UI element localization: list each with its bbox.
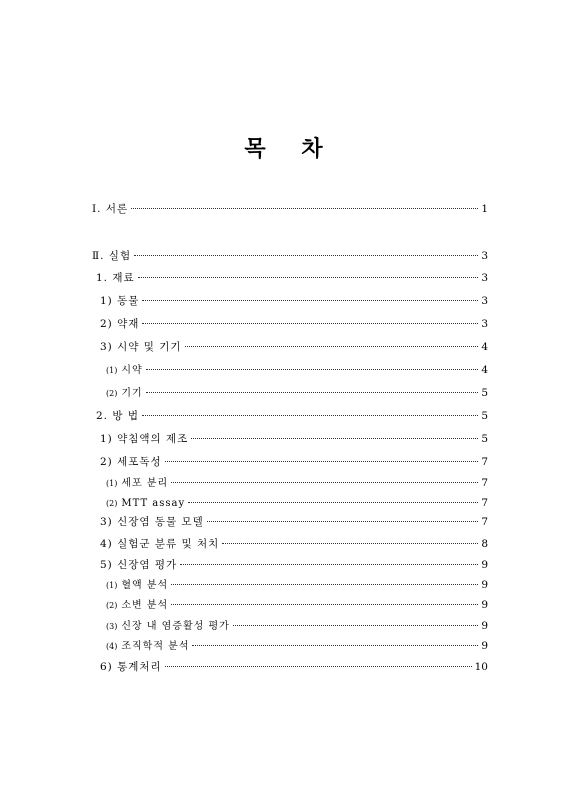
toc-entry-page: 5 <box>481 433 488 445</box>
toc-entry-page: 5 <box>481 410 488 422</box>
toc-entry <box>0 578 567 593</box>
toc-entry <box>0 340 567 354</box>
toc-leader-dots <box>171 604 478 605</box>
toc-leader-dots <box>185 346 479 347</box>
toc-entry-text: 조직학적 분석 <box>121 641 190 652</box>
toc-entry-number: (4) <box>106 642 118 651</box>
toc-entry <box>0 432 567 446</box>
toc-entry-page: 3 <box>481 318 488 330</box>
toc-entry-label: Ⅱ. 실험 <box>92 250 132 262</box>
toc-entry <box>0 317 567 331</box>
toc-leader-dots <box>188 502 478 503</box>
toc-entry-page: 8 <box>481 538 488 550</box>
toc-entry-label: 5) 신장염 평가 <box>100 559 178 571</box>
toc-entry-text: 신장 내 염증활성 평가 <box>121 621 230 632</box>
toc-entry <box>0 496 567 511</box>
toc-entry-label: 1) 약침액의 제조 <box>100 433 189 445</box>
toc-entry-page: 9 <box>481 599 488 611</box>
toc-leader-dots <box>191 438 478 439</box>
toc-entry-page: 4 <box>481 364 488 376</box>
toc-entry-label <box>106 640 189 654</box>
toc-entry-label <box>106 620 230 634</box>
toc-entry <box>0 202 567 216</box>
toc-entry-text: MTT assay <box>121 498 186 509</box>
toc-entry-text: 기기 <box>121 388 143 399</box>
toc-leader-dots <box>192 645 478 646</box>
toc-entry-page: 1 <box>481 203 488 215</box>
page-title: 목 차 <box>244 136 337 162</box>
toc-entry <box>0 386 567 401</box>
toc-leader-dots <box>138 277 479 278</box>
toc-entry-label <box>106 387 143 401</box>
toc-entry-page: 9 <box>481 579 488 591</box>
toc-leader-dots <box>222 543 478 544</box>
toc-leader-dots <box>146 392 479 393</box>
toc-entry <box>0 639 567 654</box>
toc-entry-label: 2. 방 법 <box>96 410 139 422</box>
toc-entry-text: 소변 분석 <box>121 600 169 611</box>
toc-entry-page: 4 <box>481 341 488 353</box>
toc-entry-text: 혈액 분석 <box>121 580 169 591</box>
toc-entry-label: 6) 통계처리 <box>100 661 162 673</box>
toc-entry <box>0 515 567 529</box>
toc-leader-dots <box>146 369 479 370</box>
toc-entry-label: 1) 동물 <box>100 295 140 307</box>
toc-leader-dots <box>142 323 478 324</box>
toc-entry-page: 7 <box>481 497 488 509</box>
toc-leader-dots <box>233 625 478 626</box>
toc-entry-label: 2) 약재 <box>100 318 140 330</box>
toc-entry <box>0 598 567 613</box>
toc-entry-number: (1) <box>106 366 118 375</box>
toc-entry-page: 10 <box>474 661 488 673</box>
toc-entry-page: 7 <box>481 516 488 528</box>
toc-entry-page: 9 <box>481 559 488 571</box>
toc-entry-label: 3) 시약 및 기기 <box>100 341 182 353</box>
toc-entry-label: 3) 신장염 동물 모델 <box>100 516 204 528</box>
toc-entry-text: 세포 분리 <box>121 478 169 489</box>
toc-entry-label: 4) 실험군 분류 및 처치 <box>100 538 220 550</box>
toc-entry-page: 7 <box>481 456 488 468</box>
toc-entry-label <box>106 579 168 593</box>
toc-entry-number: (1) <box>106 581 118 590</box>
toc-entry-label <box>106 364 143 378</box>
toc-leader-dots <box>165 666 472 667</box>
toc-leader-dots <box>142 415 478 416</box>
toc-entry-number: (2) <box>106 601 118 610</box>
toc-entry-page: 3 <box>481 295 488 307</box>
toc-entry-page: 3 <box>481 250 488 262</box>
toc-entry-label: 1. 재료 <box>96 272 135 284</box>
toc-entry <box>0 619 567 634</box>
toc-entry-label: 2) 세포독성 <box>100 456 162 468</box>
toc-entry-label <box>106 599 168 613</box>
toc-entry-label <box>106 477 168 491</box>
toc-entry <box>0 363 567 378</box>
toc-entry <box>0 249 567 263</box>
toc-entry <box>0 455 567 469</box>
toc-entry-page: 9 <box>481 640 488 652</box>
toc-leader-dots <box>207 521 479 522</box>
toc-entry-number: (2) <box>106 499 118 508</box>
toc-entry <box>0 660 567 674</box>
toc-entry <box>0 537 567 551</box>
toc-entry <box>0 271 567 285</box>
toc-leader-dots <box>180 564 478 565</box>
toc-entry-text: 시약 <box>121 365 143 376</box>
toc-leader-dots <box>134 255 478 256</box>
toc-leader-dots <box>171 584 478 585</box>
toc-entry <box>0 409 567 423</box>
toc-entry-number: (2) <box>106 389 118 398</box>
toc-entry-number: (3) <box>106 622 118 631</box>
toc-entry-page: 7 <box>481 477 488 489</box>
toc-entry <box>0 476 567 491</box>
toc-leader-dots <box>165 461 479 462</box>
toc-leader-dots <box>142 300 478 301</box>
toc-leader-dots <box>171 482 478 483</box>
toc-entry-label: Ⅰ. 서론 <box>92 203 129 215</box>
toc-entry-number: (1) <box>106 479 118 488</box>
toc-entry-label <box>106 497 185 511</box>
toc-entry-page: 5 <box>481 387 488 399</box>
toc-leader-dots <box>131 208 478 209</box>
toc-entry <box>0 294 567 308</box>
toc-entry-page: 9 <box>481 620 488 632</box>
toc-entry-page: 3 <box>481 272 488 284</box>
toc-entry <box>0 558 567 572</box>
